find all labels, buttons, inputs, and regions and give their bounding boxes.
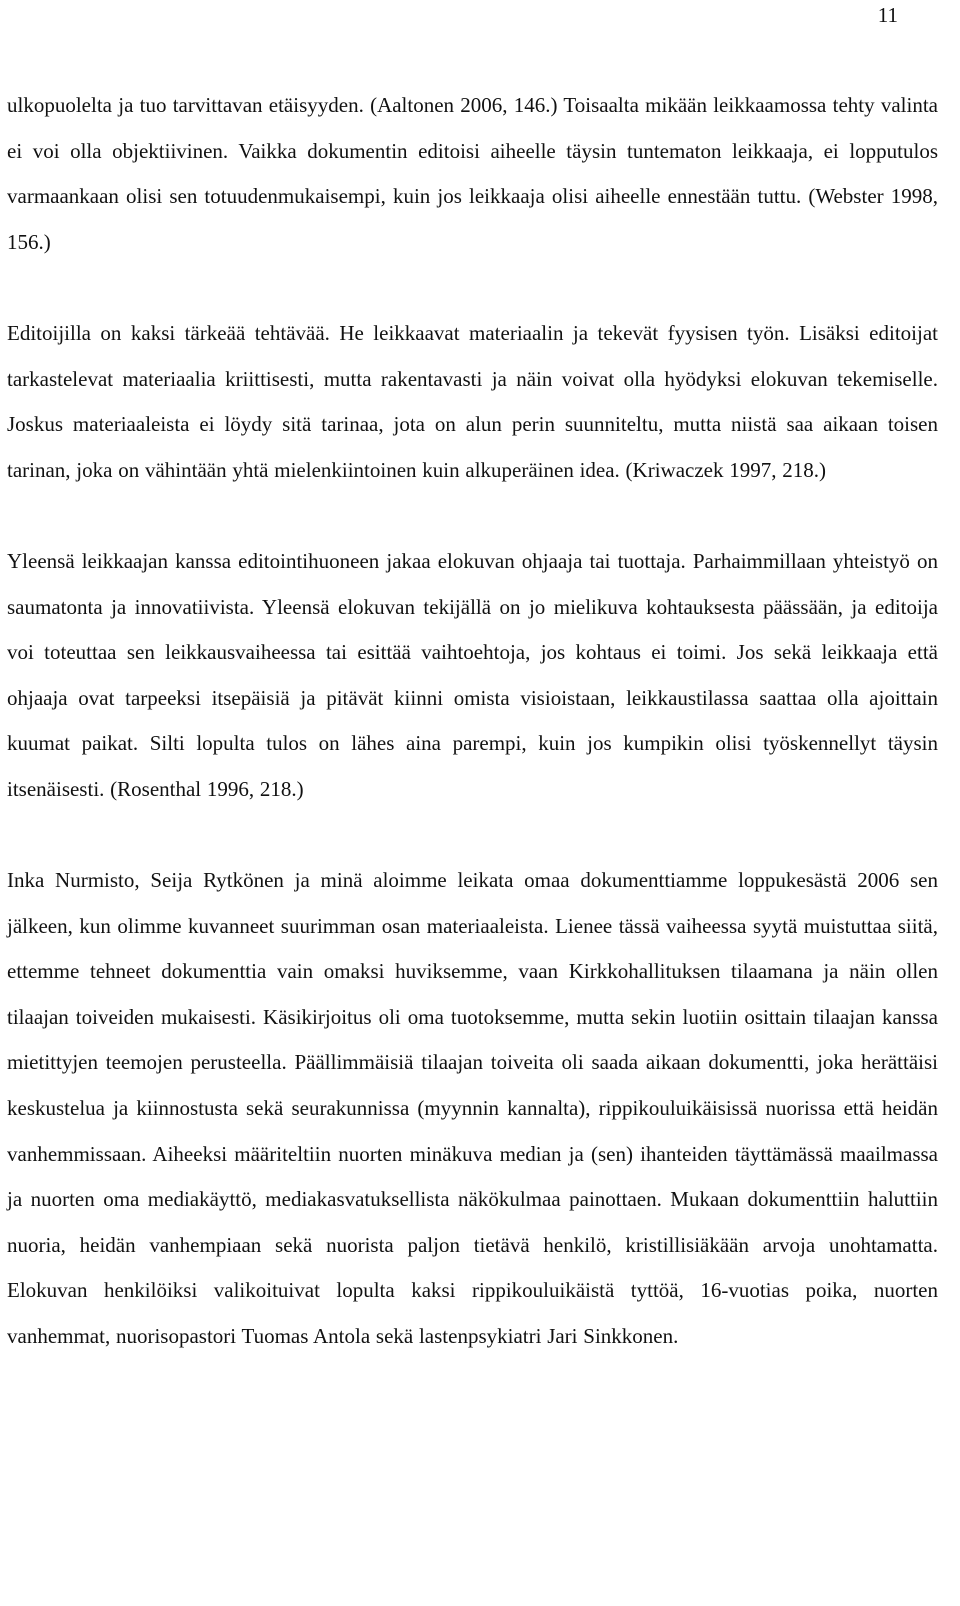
- page-number: 11: [877, 3, 898, 27]
- paragraph-1: ulkopuolelta ja tuo tarvittavan etäisyyden. (Aaltonen 2006, 146.) Toisaalta mikään leikkaamossa tehty valinta ei voi olla objektiivinen. Vaikka dokumentin editoisi aiheelle täysin tuntematon leikkaaja, ei lopputulos varmaankaan olisi sen totuudenmukaisempi, kuin jos leikkaaja olisi aiheelle ennestään tuttu. (Webster 1998, 156.): [7, 93, 938, 254]
- paragraph-3: Yleensä leikkaajan kanssa editointihuoneen jakaa elokuvan ohjaaja tai tuottaja. Parhaimmillaan yhteistyö on saumatonta ja innovatiivista. Yleensä elokuvan tekijällä on jo mielikuva kohtauksesta päässään, ja editoija voi toteuttaa sen leikkausvaiheessa tai esittää vaihtoehtoja, jos kohtaus ei toimi. Jos sekä leikkaaja että ohjaaja ovat tarpeeksi itsepäisiä ja pitävät kiinni omista visioistaan, leikkaustilassa saattaa olla ajoittain kuumat paikat. Silti lopulta tulos on lähes aina parempi, kuin jos kumpikin olisi työskennellyt täysin itsenäisesti. (Rosenthal 1996, 218.): [7, 548, 938, 801]
- document-body: [7, 83, 938, 1360]
- paragraph-4: Inka Nurmisto, Seija Rytkönen ja minä aloimme leikata omaa dokumenttiamme loppukesästä 2006 sen jälkeen, kun olimme kuvanneet suurimman osan materiaaleista. Lienee tässä vaiheessa syytä muistuttaa siitä, ettemme tehneet dokumenttia vain omaksi huviksemme, vaan Kirkkohallituksen tilaamana ja näin ollen tilaajan toiveiden mukaisesti. Käsikirjoitus oli oma tuotoksemme, mutta sekin luotiin osittain tilaajan kanssa mietittyjen teemojen perusteella. Päällimmäisiä tilaajan toiveita oli saada aikaan dokumentti, joka herättäisi keskustelua ja kiinnostusta sekä seurakunnissa (myynnin kannalta), rippikouluikäisissä nuorissa että heidän vanhemmissaan. Aiheeksi määriteltiin nuorten minäkuva median ja (sen) ihanteiden täyttämässä maailmassa ja nuorten oma mediakäyttö, mediakasvatuksellista näkökulmaa painottaen. Mukaan dokumenttiin haluttiin nuoria, heidän vanhempiaan sekä nuorista paljon tietävä henkilö, kristillisiäkään arvoja unohtamatta. Elokuvan henkilöiksi valikoituivat lopulta kaksi rippikouluikäistä tyttöä, 16-vuotias poika, nuorten vanhemmat, nuorisopastori Tuomas Antola sekä lastenpsykiatri Jari Sinkkonen.: [7, 868, 938, 1349]
- paragraph-2: Editoijilla on kaksi tärkeää tehtävää. He leikkaavat materiaalin ja tekevät fyysisen työn. Lisäksi editoijat tarkastelevat materiaalia kriittisesti, mutta rakentavasti ja näin voivat olla hyödyksi elokuvan tekemiselle. Joskus materiaaleista ei löydy sitä tarinaa, jota on alun perin suunniteltu, mutta niistä saa aikaan toisen tarinan, joka on vähintään yhtä mielenkiintoinen kuin alkuperäinen idea. (Kriwaczek 1997, 218.): [7, 320, 938, 482]
